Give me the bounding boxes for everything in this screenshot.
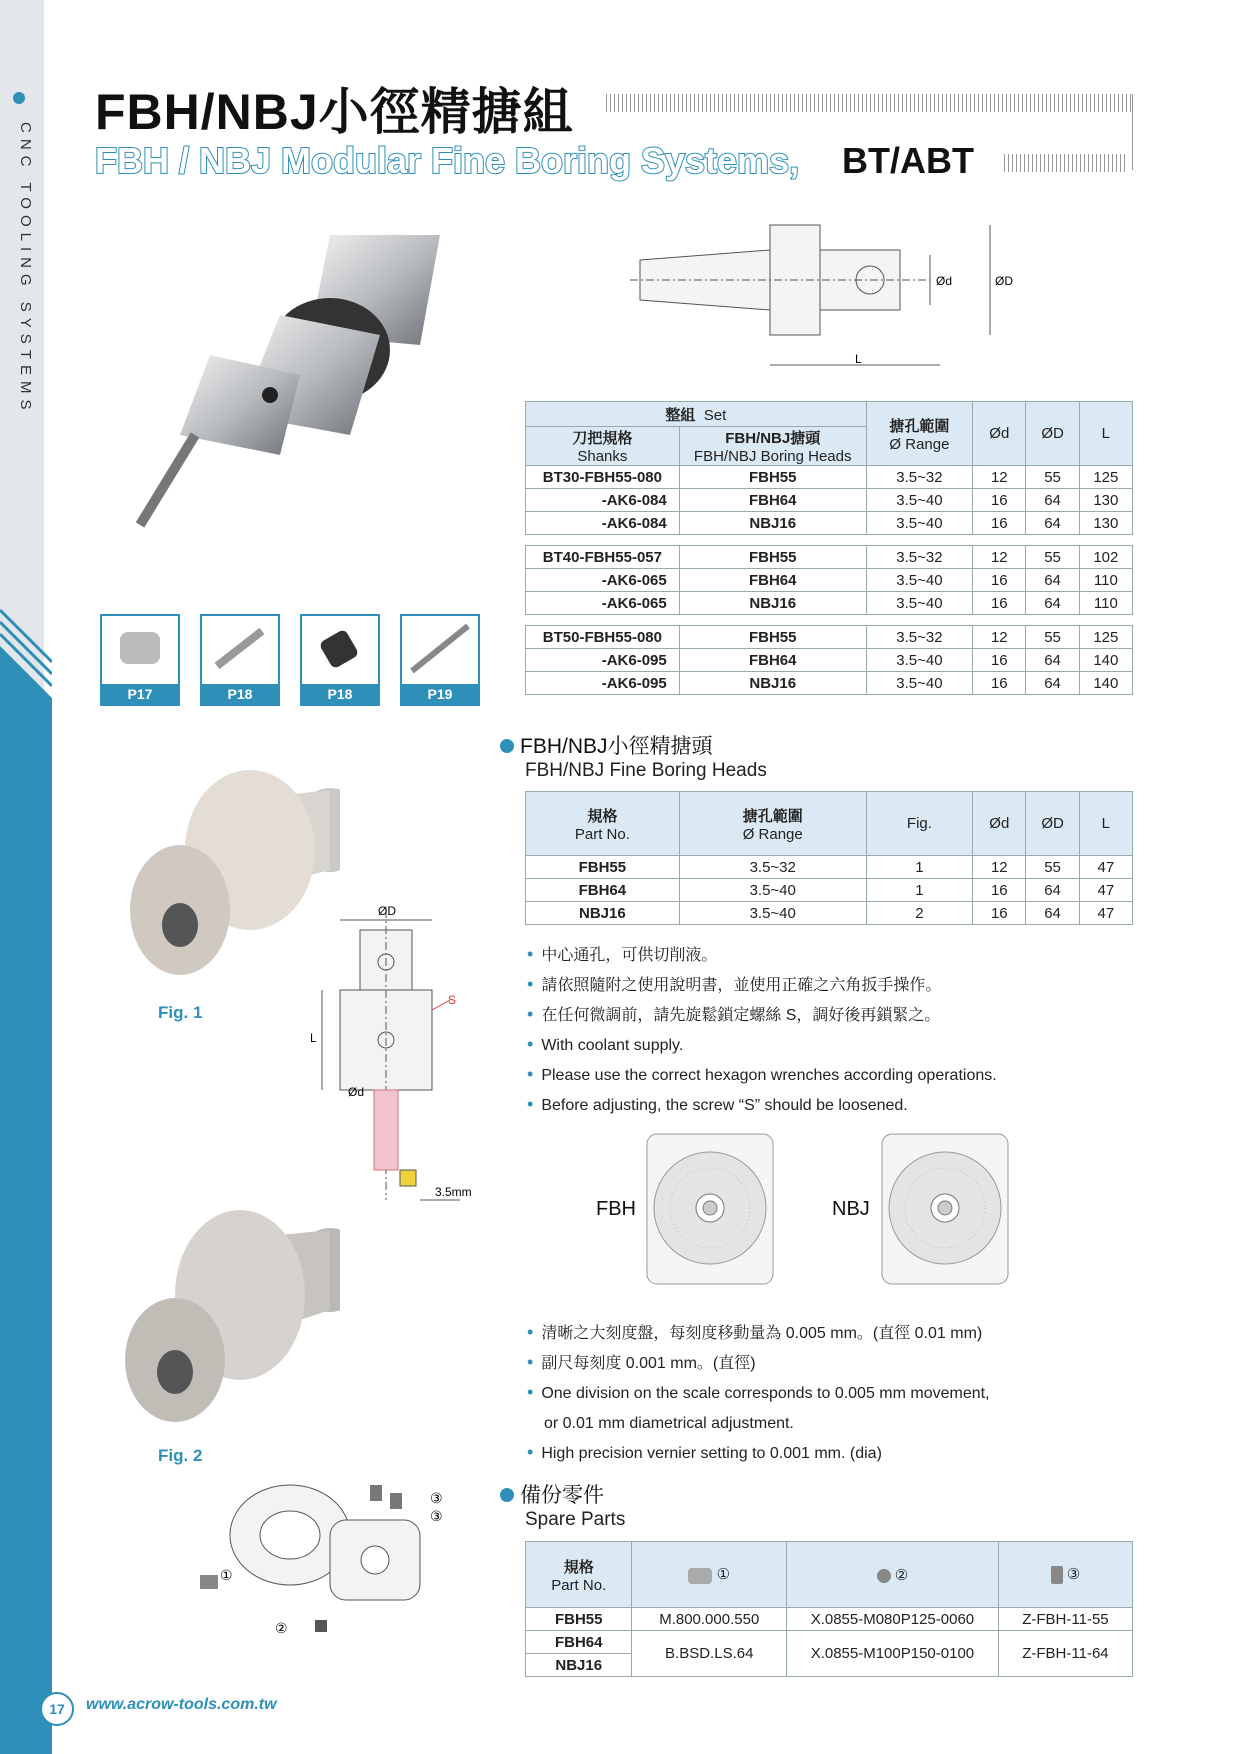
fig2-label: Fig. 2	[158, 1446, 203, 1465]
dial-notes	[527, 1318, 1127, 1468]
heads-section-title: FBH/NBJ小徑精搪頭	[500, 730, 713, 760]
list-item: • One division on the scale corresponds to 0.005 mm movement,	[527, 1378, 1127, 1408]
set-group-bt40	[526, 546, 1133, 615]
page-title-en: FBH / NBJ Modular Fine Boring Systems,	[95, 140, 800, 181]
callout-1: ①	[220, 1568, 233, 1584]
dial-label-fbh: FBH	[596, 1198, 636, 1220]
page-title-cn: FBH/NBJ小徑精搪組	[95, 84, 574, 140]
tool-holder-photo	[120, 225, 460, 545]
list-item: • Please use the correct hexagon wrenches according operations.	[527, 1060, 1127, 1090]
section-bullet-icon	[500, 739, 514, 753]
list-item: • Before adjusting, the screw “S” should be loosened.	[527, 1090, 1127, 1120]
col-range: 搪孔範圍 Ø Range	[866, 402, 973, 466]
col-part3: ③	[998, 1542, 1132, 1608]
col-L: L	[1079, 402, 1132, 466]
fbh-dial-graphic	[645, 1130, 775, 1290]
grub-screw-icon	[877, 1569, 891, 1583]
set-group-header: 整組 Set	[526, 402, 867, 427]
spare-section-subtitle: Spare Parts	[525, 1509, 626, 1530]
website-link[interactable]: www.acrow-tools.com.tw	[86, 1696, 277, 1713]
set-screw-icon	[688, 1568, 712, 1584]
table-row: BT50-FBH55-080 FBH55 3.5~32 12 55 125	[526, 626, 1133, 649]
table-row: -AK6-065 NBJ16 3.5~40 16 64 110	[526, 592, 1133, 615]
col-head: FBH/NBJ搪頭 FBH/NBJ Boring Heads	[679, 427, 866, 466]
set-group-bt50	[526, 626, 1133, 695]
thumb-caption: P17	[102, 684, 178, 704]
thumb-image	[302, 616, 378, 682]
thumb-image	[102, 616, 178, 682]
heads-table	[525, 791, 1133, 925]
dial-label-nbj: NBJ	[832, 1198, 870, 1220]
table-row: BT40-FBH55-057 FBH55 3.5~32 12 55 102	[526, 546, 1133, 569]
callout-2: ②	[275, 1621, 288, 1637]
thumb-p18-b[interactable]	[300, 614, 380, 706]
dim-OD: ØD	[378, 904, 396, 918]
list-item-continued: or 0.01 mm diametrical adjustment.	[544, 1415, 794, 1432]
list-item: • 副尺每刻度 0.001 mm。(直徑)	[527, 1348, 1127, 1378]
thumb-p17[interactable]	[100, 614, 180, 706]
col-part2: ②	[787, 1542, 999, 1608]
table-row: BT30-FBH55-080 FBH55 3.5~32 12 55 125	[526, 466, 1133, 489]
list-item: • High precision vernier setting to 0.001 mm. (dia)	[527, 1438, 1127, 1468]
dim-Od: Ød	[936, 274, 953, 288]
cap-screw-icon	[1051, 1566, 1063, 1584]
dim-L: L	[310, 1031, 317, 1045]
table-row: FBH55 M.800.000.550 X.0855-M080P125-0060 Z-FBH-11-55	[526, 1608, 1133, 1631]
col-D: ØD	[1026, 792, 1079, 856]
side-dot	[13, 92, 25, 104]
dim-Od: Ød	[348, 1085, 365, 1099]
list-item: • 中心通孔，可供切削液。	[527, 940, 1127, 970]
spare-parts-exploded-view	[180, 1465, 470, 1645]
heads-section-subtitle: FBH/NBJ Fine Boring Heads	[525, 760, 767, 781]
heads-notes	[527, 940, 1127, 1120]
thumb-p18-a[interactable]	[200, 614, 280, 706]
fbh-head-drawing	[300, 900, 500, 1220]
side-label: CNC TOOLING SYSTEMS	[17, 122, 34, 416]
col-part: 規格 Part No.	[526, 1542, 632, 1608]
list-item: • 在任何微調前，請先旋鬆鎖定螺絲 S，調好後再鎖緊之。	[527, 1000, 1127, 1030]
table-row: NBJ16 3.5~40 2 16 64 47	[526, 902, 1133, 925]
col-d: Ød	[973, 402, 1026, 466]
screw-S-label: S	[448, 993, 457, 1007]
side-band-blue	[0, 780, 52, 1754]
table-row: FBH64 B.BSD.LS.64 X.0855-M100P150-0100 Z-FBH-11-64	[526, 1631, 1133, 1654]
col-d: Ød	[973, 792, 1026, 856]
section-bullet-icon	[500, 1488, 514, 1502]
holder-drawing	[630, 210, 1020, 370]
set-group-bt30	[526, 466, 1133, 535]
table-row: NBJ16	[526, 1654, 1133, 1677]
title-tick-rule	[606, 94, 1134, 112]
title-tick-rule-2	[1004, 154, 1128, 172]
page-number: 17	[40, 1692, 74, 1726]
fig1-label: Fig. 1	[158, 1003, 203, 1022]
nbj-dial-graphic	[880, 1130, 1010, 1290]
set-table	[525, 401, 1133, 695]
table-row: -AK6-084 FBH64 3.5~40 16 64 130	[526, 489, 1133, 512]
col-part1: ①	[632, 1542, 787, 1608]
table-row: FBH55 3.5~32 1 12 55 47	[526, 856, 1133, 879]
col-shank: 刀把規格 Shanks	[526, 427, 680, 466]
dim-OD: ØD	[995, 274, 1013, 288]
spare-table	[525, 1541, 1133, 1677]
thumb-caption: P19	[402, 684, 478, 704]
clearance-label: 3.5mm	[435, 1185, 472, 1199]
table-row: -AK6-084 NBJ16 3.5~40 16 64 130	[526, 512, 1133, 535]
list-item: • 請依照隨附之使用說明書，並使用正確之六角扳手操作。	[527, 970, 1127, 1000]
col-D: ØD	[1026, 402, 1079, 466]
col-range: 搪孔範圍 Ø Range	[679, 792, 866, 856]
page-title-suffix: BT/ABT	[842, 140, 974, 181]
callout-3: ③	[430, 1491, 443, 1507]
thumb-p19[interactable]	[400, 614, 480, 706]
col-part: 規格 Part No.	[526, 792, 680, 856]
side-band-stripes	[0, 600, 52, 800]
thumb-image	[402, 616, 478, 682]
table-row: -AK6-095 NBJ16 3.5~40 16 64 140	[526, 672, 1133, 695]
dim-L: L	[855, 352, 862, 366]
list-item: • With coolant supply.	[527, 1030, 1127, 1060]
table-row: -AK6-065 FBH64 3.5~40 16 64 110	[526, 569, 1133, 592]
table-row: -AK6-095 FBH64 3.5~40 16 64 140	[526, 649, 1133, 672]
table-row: FBH64 3.5~40 1 16 64 47	[526, 879, 1133, 902]
col-L: L	[1079, 792, 1132, 856]
title-rule-end	[1128, 94, 1133, 170]
spare-section-title: 備份零件	[500, 1479, 604, 1509]
nbj-head-photo	[100, 1200, 340, 1440]
thumb-image	[202, 616, 278, 682]
thumb-caption: P18	[202, 684, 278, 704]
col-fig: Fig.	[866, 792, 973, 856]
callout-3: ③	[430, 1509, 443, 1525]
thumb-caption: P18	[302, 684, 378, 704]
list-item: • 清晰之大刻度盤，每刻度移動量為 0.005 mm。(直徑 0.01 mm)	[527, 1318, 1127, 1348]
